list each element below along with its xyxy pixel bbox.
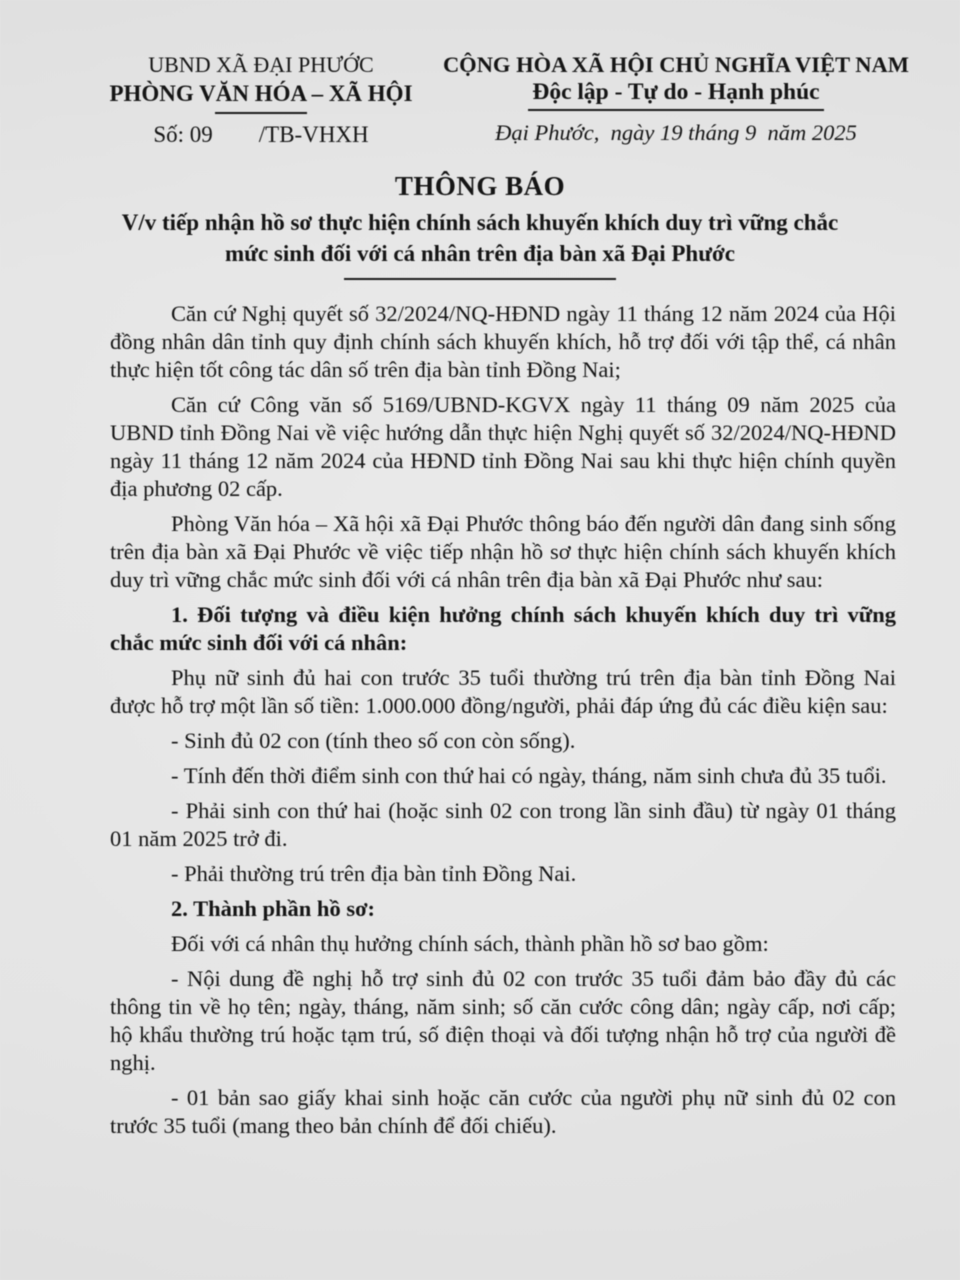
issuing-agency-block: [92, 50, 430, 149]
body-paragraph: Đối với cá nhân thụ hưởng chính sách, thành phần hồ sơ bao gồm:: [171, 931, 769, 956]
body-paragraph: Phòng Văn hóa – Xã hội xã Đại Phước thông báo đến người dân đang sinh sống trên địa bàn xã Đại Phước về việc tiếp nhận hồ sơ thực hiện chính sách khuyến khích duy trì vững chắc mức sinh đối với cá nhân trên địa bàn xã Đại Phước như sau:: [110, 511, 896, 592]
document-type-title: THÔNG BÁO: [394, 171, 566, 201]
place-and-date: Đại Phước, ngày 19 tháng 9 năm 2025: [495, 120, 857, 145]
bullet-item: - Nội dung đề nghị hỗ trợ sinh đủ 02 con trước 35 tuổi đảm bảo đầy đủ các thông tin về họ tên; ngày, tháng, năm sinh; số căn cước công dân; ngày cấp, nơi cấp; hộ khẩu thường trú hoặc tạm trú, số điện thoại và đối tượng nhận hỗ trợ của người đề nghị.: [110, 966, 896, 1075]
parent-agency-name: UBND XÃ ĐẠI PHƯỚC: [148, 52, 374, 77]
document-number: Số: 09 /TB-VHXH: [153, 122, 369, 147]
bullet-item: - Tính đến thời điểm sinh con thứ hai có ngày, tháng, năm sinh chưa đủ 35 tuổi.: [171, 763, 887, 788]
body-paragraph: Phụ nữ sinh đủ hai con trước 35 tuổi thường trú trên địa bàn tỉnh Đồng Nai được hỗ trợ một lần số tiền: 1.000.000 đồng/người, phải đáp ứng đủ các điều kiện sau:: [110, 665, 896, 718]
body-paragraph: Căn cứ Nghị quyết số 32/2024/NQ-HĐND ngày 11 tháng 12 năm 2024 của Hội đồng nhân dân tỉnh quy định chính sách khuyến khích, hỗ trợ đối với tập thể, cá nhân thực hiện tốt công tác dân số trên địa bàn tỉnh Đồng Nai;: [110, 301, 896, 382]
document-subject: [0, 207, 960, 269]
bullet-item: - Phải thường trú trên địa bàn tỉnh Đồng Nai.: [171, 861, 577, 886]
section-heading: 2. Thành phần hồ sơ:: [171, 896, 376, 921]
body-paragraph: Căn cứ Công văn số 5169/UBND-KGVX ngày 11 tháng 09 năm 2025 của UBND tỉnh Đồng Nai về việc hướng dẫn thực hiện Nghị quyết số 32/2024/NQ-HĐND ngày 11 tháng 12 năm 2024 của HĐND tỉnh Đồng Nai sau khi thực hiện chính quyền địa phương 02 cấp.: [110, 392, 896, 501]
document-subject-line2: mức sinh đối với cá nhân trên địa bàn xã Đại Phước: [225, 241, 735, 266]
bullet-item: - Phải sinh con thứ hai (hoặc sinh 02 con trong lần sinh đầu) từ ngày 01 tháng 01 năm 2025 trở đi.: [110, 798, 896, 851]
agency-name: PHÒNG VĂN HÓA – XÃ HỘI: [109, 81, 413, 106]
document-subject-line1: V/v tiếp nhận hồ sơ thực hiện chính sách khuyến khích duy trì vững chắc: [121, 210, 839, 235]
national-header-block: [430, 50, 922, 149]
bullet-item: - Sinh đủ 02 con (tính theo số con còn sống).: [171, 728, 576, 753]
national-motto: Độc lập - Tự do - Hạnh phúc: [528, 79, 823, 111]
document-header: [0, 0, 960, 149]
agency-name-underline: [215, 112, 307, 114]
document-body: [0, 280, 960, 1140]
bullet-item: - 01 bản sao giấy khai sinh hoặc căn cước của người phụ nữ sinh đủ 02 con trước 35 tuổi (mang theo bản chính để đối chiếu).: [110, 1085, 896, 1138]
national-title: CỘNG HÒA XÃ HỘI CHỦ NGHĨA VIỆT NAM: [442, 52, 910, 77]
section-heading: 1. Đối tượng và điều kiện hưởng chính sách khuyến khích duy trì vững chắc mức sinh đối với cá nhân:: [110, 602, 896, 655]
